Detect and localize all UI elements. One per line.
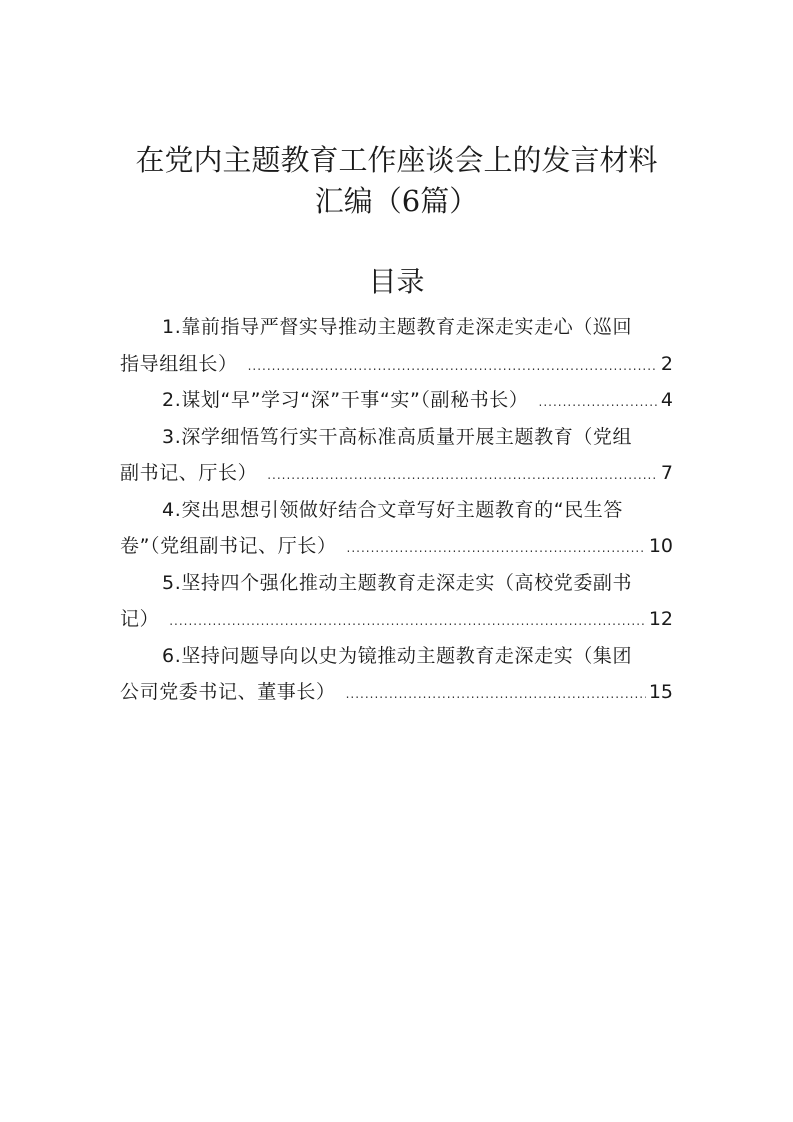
toc-page-number: 4 xyxy=(660,389,673,411)
toc-entry-title: 1.靠前指导严督实导推动主题教育走深走实走心（巡回 xyxy=(162,316,633,338)
toc-entry-2-line1 xyxy=(120,382,673,419)
dot-leader xyxy=(267,457,658,494)
toc-heading: 目录 xyxy=(368,265,425,298)
document-title-line2: 汇编（6篇） xyxy=(314,184,479,218)
toc-page-number: 10 xyxy=(648,535,673,557)
toc-entry-title: 2.谋划“早”学习“深”干事“实”（副秘书长） xyxy=(162,389,529,411)
dot-leader xyxy=(346,676,646,713)
toc-entry-title: 4.突出思想引领做好结合文章写好主题教育的“民生答 xyxy=(162,498,623,521)
toc-entry-title-cont: 指导组组长） xyxy=(120,352,238,375)
dot-leader xyxy=(248,348,658,385)
toc-page-number: 2 xyxy=(660,352,673,375)
toc-entry-title-cont: 副书记、厅长） xyxy=(120,462,258,484)
toc-entry-6[interactable] xyxy=(120,638,673,711)
toc-entry-4-line1 xyxy=(120,492,673,529)
toc-entry-3-line2 xyxy=(120,455,673,492)
toc-entry-1-line2 xyxy=(120,346,673,383)
toc-entry-1-line1 xyxy=(120,309,673,346)
toc-entry-6-line2 xyxy=(120,674,673,711)
toc-entry-3[interactable] xyxy=(120,419,673,492)
toc-entry-title: 5.坚持四个强化推动主题教育走深走实（高校党委副书 xyxy=(162,571,633,594)
toc-entry-title-cont: 公司党委书记、董事长） xyxy=(120,681,336,703)
toc-entry-4[interactable] xyxy=(120,492,673,565)
dot-leader xyxy=(539,384,658,421)
toc-page-number: 15 xyxy=(648,681,673,703)
toc-entry-3-line1 xyxy=(120,419,673,456)
dot-leader xyxy=(347,530,646,567)
toc-entry-title-cont: 记） xyxy=(120,608,160,630)
toc-entry-4-line2 xyxy=(120,528,673,565)
toc-entry-title: 6.坚持问题导向以史为镜推动主题教育走深走实（集团 xyxy=(162,644,633,667)
toc-entry-6-line1 xyxy=(120,638,673,675)
document-title-line1: 在党内主题教育工作座谈会上的发言材料 xyxy=(135,143,658,177)
toc-entry-title-cont: 卷”（党组副书记、厅长） xyxy=(120,535,337,557)
toc-entry-5-line2 xyxy=(120,601,673,638)
dot-leader xyxy=(169,603,646,640)
toc-page-number: 12 xyxy=(648,608,673,630)
toc-entry-1[interactable] xyxy=(120,309,673,382)
toc-entry-5[interactable] xyxy=(120,565,673,638)
toc-entry-5-line1 xyxy=(120,565,673,602)
toc-entry-title: 3.深学细悟笃行实干高标准高质量开展主题教育（党组 xyxy=(162,425,633,448)
toc-page-number: 7 xyxy=(660,462,673,484)
toc-entry-2[interactable] xyxy=(120,382,673,419)
table-of-contents xyxy=(120,309,673,711)
